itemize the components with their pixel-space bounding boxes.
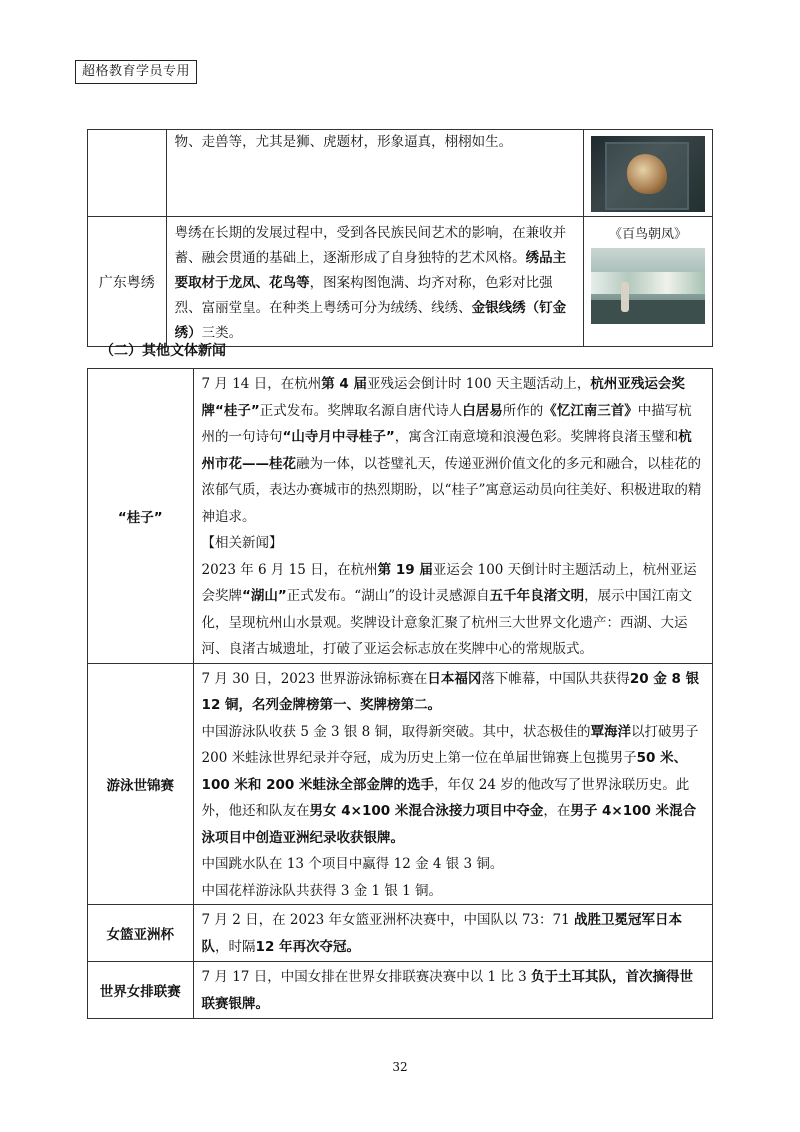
paragraph: 7 月 30 日，2023 世界游泳锦标赛在日本福冈落下帷幕，中国队共获得20 金 8 银 12 铜，名列金牌榜第一、奖牌榜第二。: [201, 670, 700, 713]
paragraph: 2023 年 6 月 15 日，在杭州第 19 届亚运会 100 天倒计时主题活动上，杭州亚运会奖牌“湖山”正式发布。“湖山”的设计灵感源自五千年良渚文明，展示中国江南文化，呈现杭州山水景观。奖牌设计意象汇聚了杭州三大世界文化遗产：西湖、大运河、良渚古城遗址，打破了亚运会标志放在奖牌中心的常规版式。: [201, 561, 697, 657]
page-number: 32: [392, 1060, 408, 1074]
header-tag: 超格教育学员专用: [75, 60, 197, 84]
row-name-cell: 游泳世锦赛: [88, 663, 194, 905]
table-row: [88, 663, 713, 905]
bold-span: 绣品主要取材于龙凤、花鸟等: [174, 250, 567, 291]
row-name-cell: 广东粤绣: [88, 217, 167, 347]
table-row: [88, 962, 713, 1019]
tiger-embroidery-image: [591, 136, 705, 212]
embroidery-table: [87, 129, 713, 347]
table-row: [88, 217, 713, 347]
row-text-cell: [193, 369, 712, 664]
news-table: [87, 368, 713, 1019]
text-span: 三类。: [201, 325, 243, 341]
row-name-cell: “桂子”: [88, 369, 194, 664]
paragraph: 中国跳水队在 13 个项目中赢得 12 金 4 银 3 铜。: [201, 856, 504, 872]
paragraph: 中国花样游泳队共获得 3 金 1 银 1 铜。: [201, 882, 443, 899]
row-name-cell: 女篮亚洲杯: [88, 905, 194, 962]
table-row: [88, 905, 713, 962]
hundred-birds-image: [591, 248, 705, 324]
row-text-cell: [166, 217, 583, 347]
row-name-cell: 世界女排联赛: [88, 962, 194, 1019]
table-row: [88, 369, 713, 664]
row-text-cell: 7 月 17 日，中国女排在世界女排联赛决赛中以 1 比 3 负于土耳其队，首次摘得世联赛银牌。: [193, 962, 712, 1019]
row-text-cell: [166, 130, 583, 217]
image-cell: [584, 130, 713, 217]
row-text: 物、走兽等，尤其是狮、虎题材，形象逼真，栩栩如生。: [174, 134, 513, 150]
image-caption: 《百鸟朝凤》: [609, 227, 688, 242]
text-span: ，图案构图饱满、均齐对称，色彩对比强烈、富丽堂皇。在种类上粤绣可分为绒绣、线绣、: [174, 275, 553, 316]
bold-span: 金银线绣（钉金绣）: [174, 300, 567, 341]
row-name-cell: [88, 130, 167, 217]
image-cell: [584, 217, 713, 347]
row-text-cell: 7 月 2 日，在 2023 年女篮亚洲杯决赛中，中国队以 73：71 战胜卫冕冠军日本队，时隔12 年再次夺冠。: [193, 905, 712, 962]
text-span: 粤绣在长期的发展过程中，受到各民族民间艺术的影响，在兼收并蓄、融会贯通的基础上，逐渐形成了自身独特的艺术风格。: [174, 225, 567, 266]
section-title: （二）其他文体新闻: [100, 343, 226, 359]
row-text-cell: [193, 663, 712, 905]
table-row: [88, 130, 713, 217]
paragraph: 7 月 14 日，在杭州第 4 届亚残运会倒计时 100 天主题活动上，杭州亚残运会奖牌“桂子”正式发布。奖牌取名源自唐代诗人白居易所作的《忆江南三首》中描写杭州的一句诗句“山寺月中寻桂子”，寓含江南意境和浪漫色彩。奖牌将良渚玉璧和杭州市花——桂花融为一体，以苍璧礼天，传递亚洲价值文化的多元和融合，以桂花的浓郁气质，表达办赛城市的热烈期盼，以“桂子”寓意运动员向往美好、积极进取的精神追求。: [201, 376, 702, 525]
paragraph: 中国游泳队收获 5 金 3 银 8 铜，取得新突破。其中，状态极佳的覃海洋以打破男子 200 米蛙泳世界纪录并夺冠，成为历史上第一位在单届世锦赛上包揽男子50 米、100 米和 200 米蛙泳全部金牌的选手，年仅 24 岁的他改写了世界泳联历史。此外，他还和队友在男女 4×100 米混合泳接力项目中夺金，在男子 4×100 米混合泳项目中创造亚洲纪录收获银牌。: [201, 723, 699, 846]
related-news-label: 【相关新闻】: [201, 535, 283, 551]
